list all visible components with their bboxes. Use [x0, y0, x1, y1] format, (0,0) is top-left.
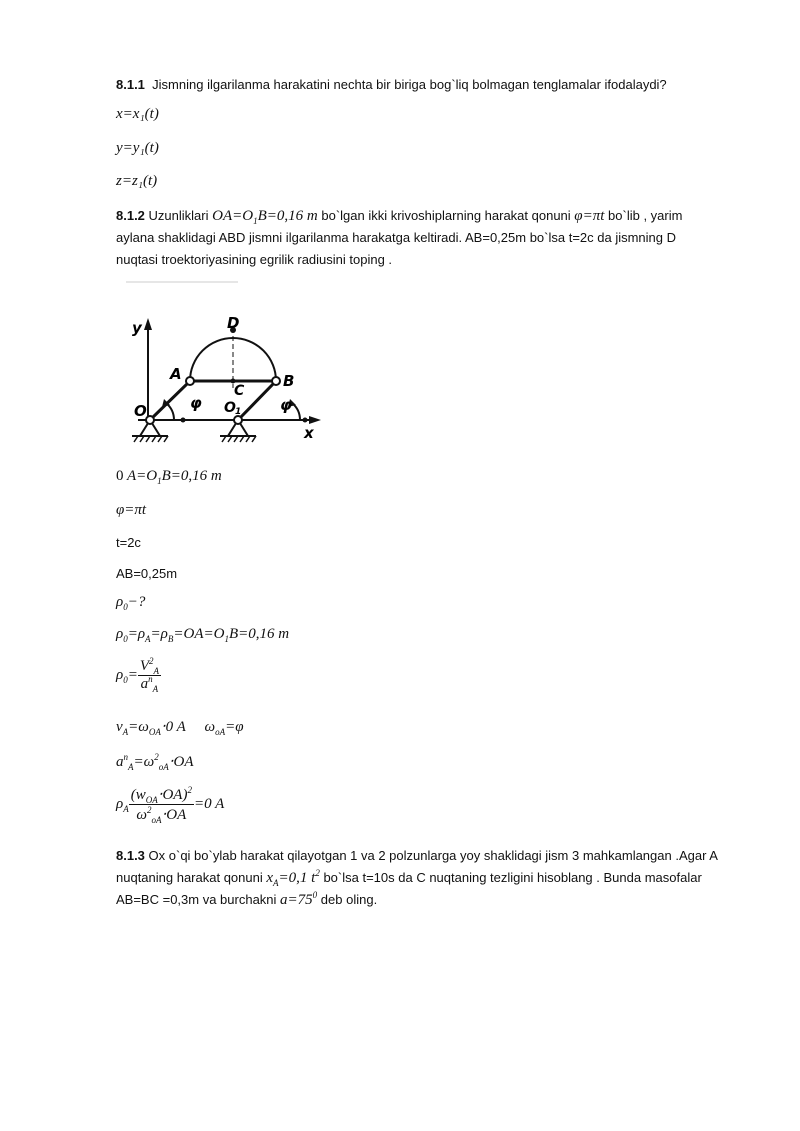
- text-segment: bo`lgan ikki krivoshiplarning harakat qonuni: [321, 208, 571, 223]
- label-o: O: [134, 402, 147, 420]
- equation-x: x=x₁(t): [116, 106, 159, 122]
- equation-z: z=z₁(t): [116, 173, 158, 189]
- question-line-1: [116, 845, 756, 867]
- point-o-hinge: [146, 416, 154, 424]
- formula-phi: φ=πt: [574, 208, 605, 224]
- solution-rho-equal: $\rho_0=\rho_A=\rho_B=OA=O_1B=0,16$ m: [116, 626, 290, 644]
- given-time: t=2c: [116, 535, 141, 550]
- question-8-1-1: [116, 74, 667, 96]
- question-line-2: aylana shaklidagi ABD jismni ilgarilanma harakatga keltiradi. AB=0,25m bo`lsa t=2c da jismning D: [116, 230, 677, 245]
- label-phi-2: φ: [280, 396, 292, 414]
- text-segment: bo`lsa t=10s da C nuqtaning tezligini hisoblang . Bunda masofalar: [323, 870, 702, 885]
- axis-dot-2: [303, 418, 308, 423]
- label-d: D: [227, 314, 240, 332]
- text-segment: deb oling.: [320, 892, 378, 907]
- axis-dot-1: [181, 418, 186, 423]
- unknown-rho: $\rho_0-$?: [116, 594, 146, 612]
- question-number: 8.1.2: [116, 208, 145, 223]
- given-phi: φ=πt: [116, 502, 147, 518]
- question-line-1: [116, 205, 756, 227]
- text-segment: AB=BC =0,3m va burchakni: [116, 892, 277, 907]
- point-o1-hinge: [234, 416, 242, 424]
- y-axis-label: y: [132, 319, 142, 337]
- mechanism-figure: [118, 278, 333, 450]
- formula-angle: $a=75^0$: [280, 890, 318, 908]
- label-o1: O: [224, 400, 236, 416]
- x-axis-label: x: [304, 424, 314, 442]
- question-line-3: nuqtasi troektoriyasining egrilik radiusini toping .: [116, 252, 393, 267]
- text-segment: Uzunliklari: [148, 208, 209, 223]
- solution-normal-acceleration: $a^n_A=\omega^2_{oA}\cdot OA$: [116, 752, 194, 772]
- question-8-1-3: [116, 845, 756, 911]
- equation-y: y=y₁(t): [116, 140, 159, 156]
- y-axis-arrow-icon: [144, 318, 152, 330]
- point-b-hinge: [272, 377, 280, 385]
- text-segment: nuqtaning harakat qonuni: [116, 870, 263, 885]
- question-8-1-2: [116, 205, 756, 271]
- label-phi-1: φ: [190, 394, 202, 412]
- point-a-hinge: [186, 377, 194, 385]
- label-a: A: [170, 365, 182, 383]
- question-text: Jismning ilgarilanma harakatini nechta bir biriga bog`liq bolmagan tenglamalar ifodalaydi?: [152, 77, 667, 92]
- formula-motion-law: $x_A=0,1$ $t^2$: [266, 868, 320, 888]
- label-b: B: [283, 372, 295, 390]
- question-line-3: [116, 889, 756, 911]
- question-line-2: [116, 867, 756, 889]
- label-o1-sub: 1: [235, 407, 242, 417]
- crank-oa: [150, 381, 190, 420]
- label-c: C: [234, 383, 245, 399]
- text-segment: Ox o`qi bo`ylab harakat qilayotgan 1 va 2 polzunlarga yoy shaklidagi jism 3 mahkamlangan .Agar A: [148, 848, 718, 863]
- formula-lengths: $OA=O_1B=0,16$ m: [212, 208, 318, 226]
- given-lengths: 0 $A=O_1B=0,16$ m: [116, 468, 222, 486]
- x-axis-arrow-icon: [309, 416, 321, 424]
- text-segment: bo`lib , yarim: [608, 208, 683, 223]
- question-number: 8.1.1: [116, 77, 145, 92]
- given-ab: AB=0,25m: [116, 566, 178, 581]
- solution-rho-a: $\rho_A$ $\frac{(w_{OA}\cdot OA)^2}{\omega^2_{oA}\cdot OA}$ =0 A: [116, 785, 225, 825]
- solution-rho-formula: $\rho_0=$ $\frac{V^2_A}{a^n_A}$: [116, 656, 159, 694]
- solution-velocity: $v_A=\omega_{OA}\cdot 0$ A $\omega_{oA}=\varphi$: [116, 719, 244, 737]
- question-number: 8.1.3: [116, 848, 145, 863]
